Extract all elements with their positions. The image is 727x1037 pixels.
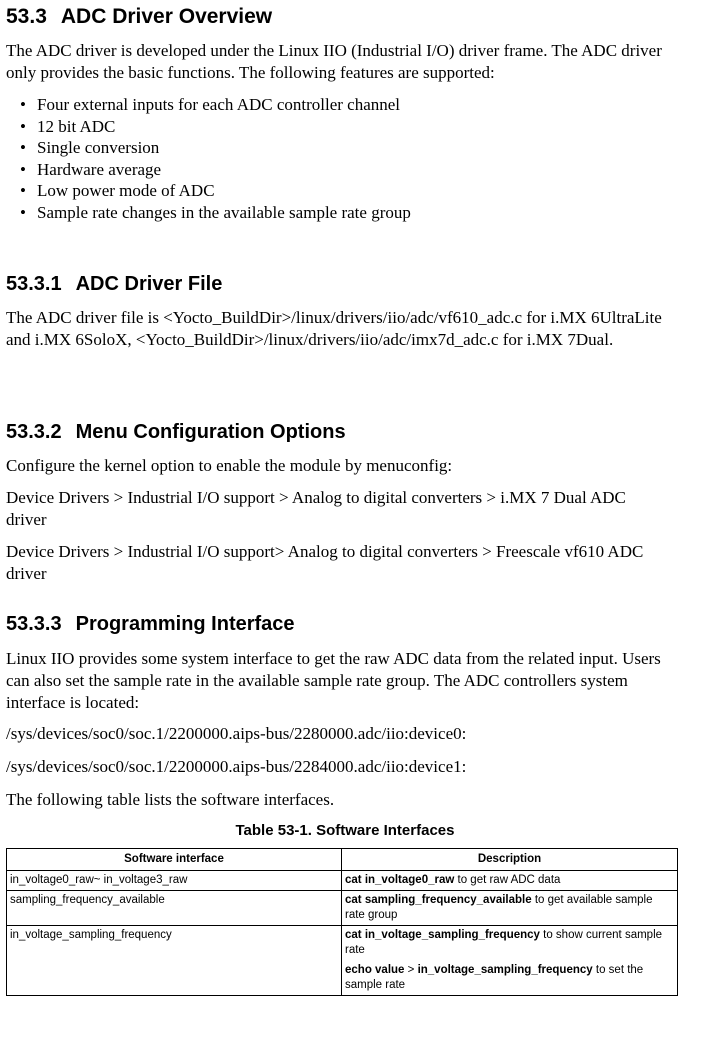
section-title: ADC Driver File — [75, 273, 223, 295]
description-text: to get raw ADC data — [454, 874, 561, 886]
description-line — [345, 873, 674, 888]
feature-list — [20, 94, 411, 223]
list-item: • Low power mode of ADC — [20, 180, 411, 202]
command-text: cat in_voltage_sampling_frequency — [345, 929, 540, 941]
list-item: • Four external inputs for each ADC controller channel — [20, 94, 411, 116]
command-text: echo value — [345, 964, 405, 976]
section-number: 53.3.1 — [6, 273, 62, 295]
table-caption: Table 53-1. Software Interfaces — [235, 822, 455, 839]
section-heading-53-3-1 — [6, 273, 222, 296]
overview-paragraph: The ADC driver is developed under the Linux IIO (Industrial I/O) driver frame. The ADC driver only provides the basic functions. The following features are supported: — [6, 41, 662, 82]
section-heading-53-3-3 — [6, 613, 295, 636]
command-text: in_voltage_sampling_frequency — [417, 964, 593, 976]
description-cell — [342, 926, 678, 996]
section-number: 53.3.2 — [6, 421, 62, 443]
driver-file-paragraph: The ADC driver file is <Yocto_BuildDir>/linux/drivers/iio/adc/vf610_adc.c for i.MX 6UltraLite and i.MX 6SoloX, <Yocto_BuildDir>/linux/drivers/iio/adc/imx7d_adc.c for i.MX 7Dual. — [6, 308, 662, 349]
description-text: to get available sample rate group — [345, 894, 653, 921]
description-cell — [342, 871, 678, 891]
command-text: cat sampling_frequency_available — [345, 894, 532, 906]
list-item: • Single conversion — [20, 137, 411, 159]
column-header: Description — [342, 849, 678, 871]
section-heading-53-3 — [6, 5, 272, 29]
table-row — [7, 891, 678, 926]
section-number: 53.3.3 — [6, 613, 62, 635]
menu-path-imx7d: Device Drivers > Industrial I/O support > Analog to digital converters > i.MX 7 Dual ADC driver — [6, 488, 626, 529]
description-text: to show current sample rate — [345, 929, 663, 956]
menu-path-vf610: Device Drivers > Industrial I/O support> Analog to digital converters > Freescale vf610 ADC driver — [6, 542, 644, 583]
list-item: • Sample rate changes in the available sample rate group — [20, 202, 411, 224]
table-row — [7, 871, 678, 891]
programming-intro: Linux IIO provides some system interface to get the raw ADC data from the related input. Users can also set the sample rate in the available sample rate group. The ADC controllers system interface is located: — [6, 649, 661, 712]
section-number: 53.3 — [6, 5, 47, 28]
sysfs-path-device0: /sys/devices/soc0/soc.1/2200000.aips-bus/2280000.adc/iio:device0: — [6, 724, 467, 743]
software-interfaces-table — [6, 848, 678, 996]
description-line — [345, 928, 674, 958]
interface-cell: in_voltage_sampling_frequency — [7, 926, 342, 996]
section-title: Menu Configuration Options — [75, 421, 346, 443]
operator-text: > — [404, 964, 418, 976]
section-title: Programming Interface — [75, 613, 295, 635]
column-header: Software interface — [7, 849, 342, 871]
description-line — [345, 893, 674, 923]
description-line — [345, 963, 674, 993]
table-header-row — [7, 849, 678, 871]
list-item: • Hardware average — [20, 159, 411, 181]
list-item: • 12 bit ADC — [20, 116, 411, 138]
section-title: ADC Driver Overview — [60, 5, 273, 28]
section-heading-53-3-2 — [6, 421, 346, 444]
description-text: to set the sample rate — [345, 964, 644, 991]
sysfs-path-device1: /sys/devices/soc0/soc.1/2200000.aips-bus/2284000.adc/iio:device1: — [6, 757, 467, 776]
description-cell — [342, 891, 678, 926]
menuconfig-intro: Configure the kernel option to enable the module by menuconfig: — [6, 456, 453, 475]
command-text: cat in_voltage0_raw — [345, 874, 455, 886]
interface-cell: sampling_frequency_available — [7, 891, 342, 926]
interface-cell: in_voltage0_raw~ in_voltage3_raw — [7, 871, 342, 891]
table-row — [7, 926, 678, 996]
table-intro: The following table lists the software interfaces. — [6, 790, 335, 809]
